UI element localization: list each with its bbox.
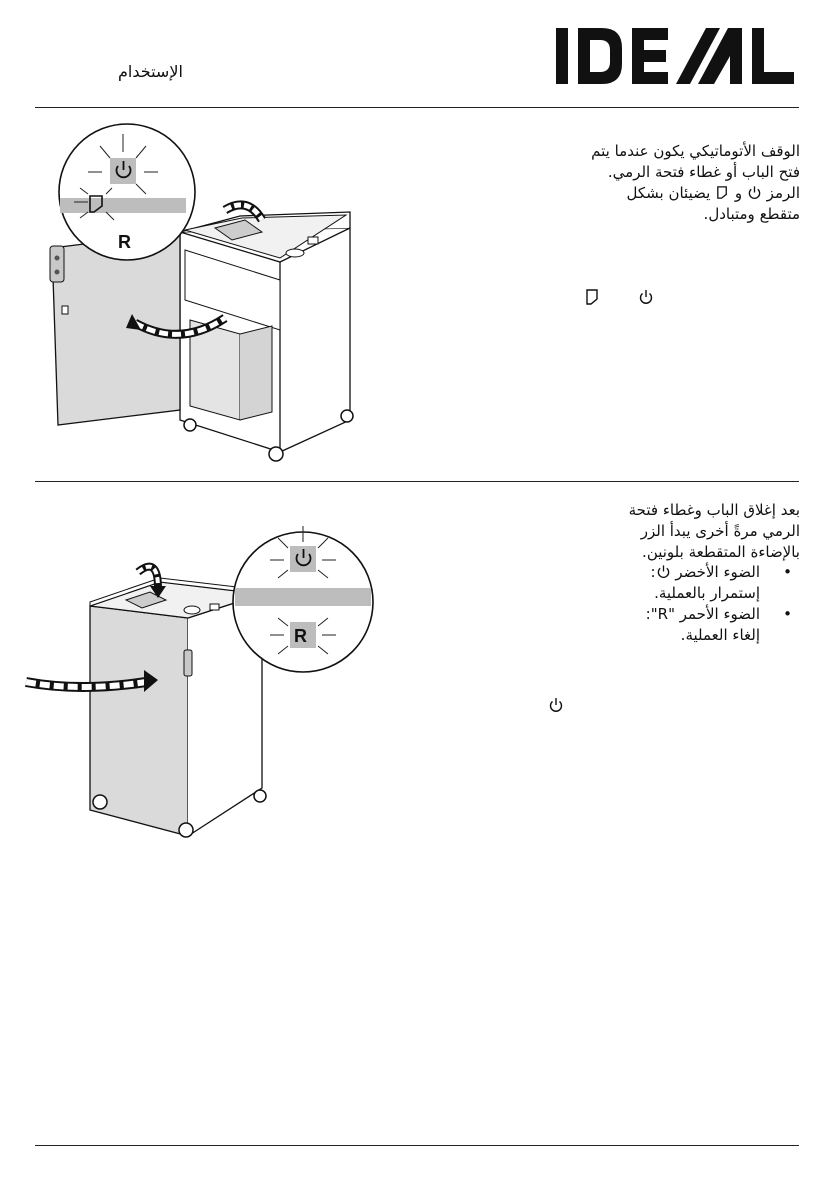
page-title: الإستخدام (118, 62, 183, 81)
power-icon (747, 185, 762, 200)
symbol-prefix: الرمز (766, 184, 800, 202)
section2-line: الرمي مرةً أخرى يبدأ الزر (640, 522, 800, 540)
bullet-item-green (560, 562, 800, 604)
power-icon (656, 564, 671, 579)
bullet-dot: • (783, 563, 792, 581)
header-rule (35, 107, 799, 108)
symbol-connector: و (734, 184, 743, 202)
shredder-door-open-illustration (40, 120, 370, 465)
footer-rule (35, 1145, 799, 1146)
panel-r-label: R (294, 626, 307, 646)
section2-text (560, 500, 800, 563)
power-icon (638, 288, 654, 306)
bullet-suffix: : (650, 563, 656, 581)
section1-line: متقطع ومتبادل. (703, 205, 800, 223)
section1-symbol-line (560, 183, 800, 204)
door-icon (584, 288, 600, 306)
bullet-item-red (560, 604, 800, 646)
section-rule (35, 481, 799, 482)
power-icon (548, 696, 564, 714)
shredder-door-closed-illustration (20, 520, 380, 845)
ideal-logo (556, 26, 800, 86)
panel-r-label: R (118, 232, 131, 252)
door-icon (715, 185, 730, 200)
bullet-label: الضوء الأخضر (675, 563, 760, 581)
section2-line: بالإضاءة المتقطعة بلونين. (642, 543, 800, 561)
bullet-desc: إلغاء العملية. (680, 626, 760, 644)
bullet-label: الضوء الأحمر "R": (645, 605, 760, 623)
symbol-suffix: يضيئان بشكل (626, 184, 711, 202)
status-bullet-list (560, 562, 800, 646)
section1-text (560, 141, 800, 225)
bullet-dot: • (783, 605, 792, 623)
section2-line: بعد إغلاق الباب وغطاء فتحة (628, 501, 800, 519)
section1-line: الوقف الأتوماتيكي يكون عندما يتم (591, 142, 800, 160)
section1-line: فتح الباب أو غطاء فتحة الرمي. (607, 163, 800, 181)
bullet-desc: إستمرار بالعملية. (654, 584, 760, 602)
